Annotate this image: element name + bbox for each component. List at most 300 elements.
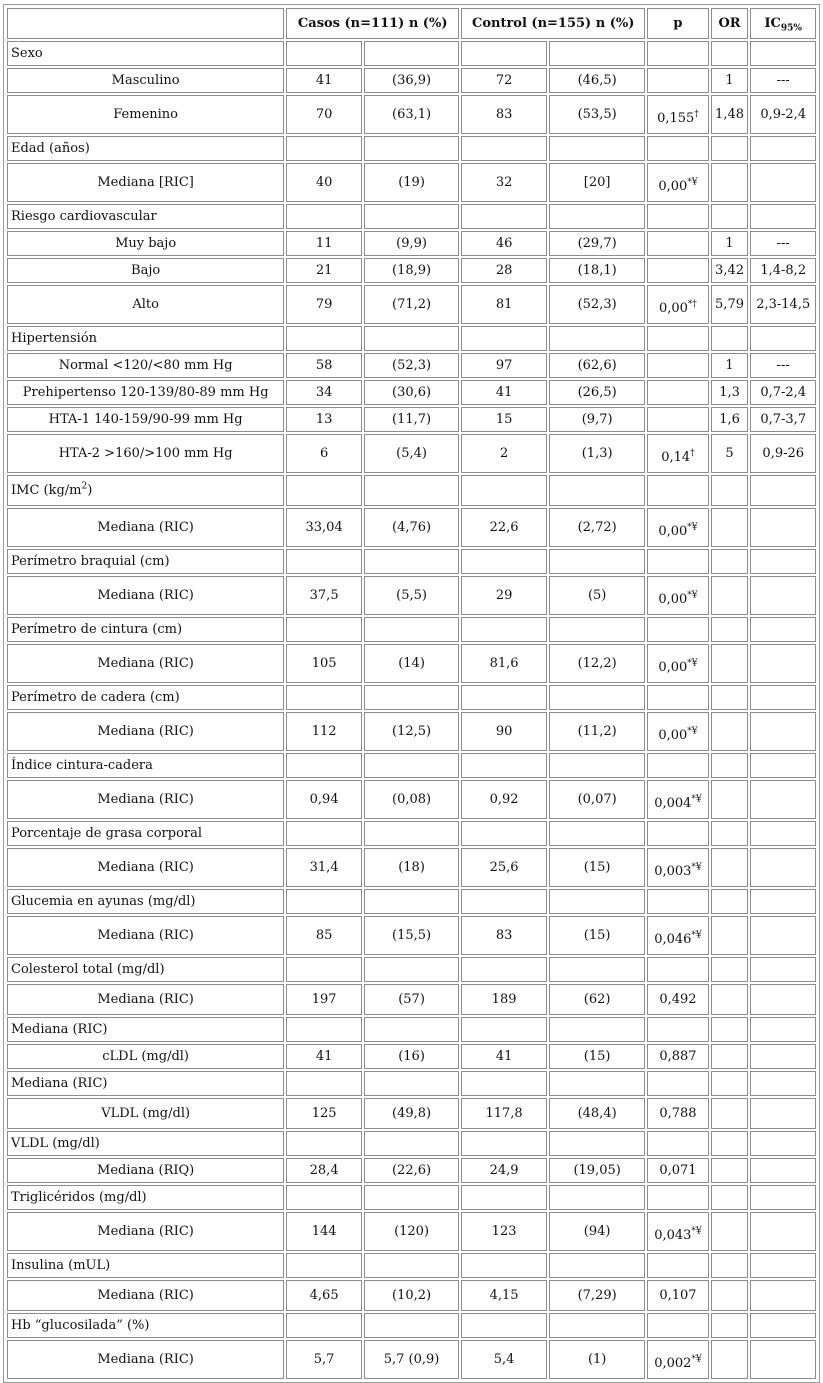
empty-cell <box>461 136 547 161</box>
p-value <box>647 984 708 1015</box>
empty-cell <box>364 1071 459 1096</box>
empty-cell <box>750 753 816 778</box>
category-row <box>7 204 816 229</box>
casos-pct: (18,9) <box>364 258 459 283</box>
category-label <box>7 821 284 846</box>
empty-cell <box>286 1131 362 1156</box>
empty-cell <box>461 1253 547 1278</box>
p-value-marker: *¥ <box>691 794 702 805</box>
row-label: HTA-2 >160/>100 mm Hg <box>7 434 284 473</box>
header-ic-base: IC <box>764 16 781 31</box>
empty-cell <box>647 821 708 846</box>
empty-cell <box>750 617 816 642</box>
p-value-text: 0,107 <box>659 1288 697 1303</box>
category-text: Riesgo cardiovascular <box>11 209 157 224</box>
empty-cell <box>750 1017 816 1042</box>
category-label <box>7 549 284 574</box>
control-pct: (9,7) <box>549 407 645 432</box>
casos-n: 11 <box>286 231 362 256</box>
empty-cell <box>711 326 749 351</box>
control-pct: (11,2) <box>549 712 645 751</box>
empty-cell <box>647 475 708 506</box>
category-text: Perímetro de cadera (cm) <box>11 690 180 705</box>
category-row <box>7 1313 816 1338</box>
p-value-text: 0,887 <box>659 1049 697 1064</box>
table-row <box>7 353 816 378</box>
empty-cell <box>647 1131 708 1156</box>
empty-cell <box>286 1185 362 1210</box>
control-n: 90 <box>461 712 547 751</box>
empty-cell <box>549 326 645 351</box>
table-row <box>7 1212 816 1251</box>
empty-cell <box>549 821 645 846</box>
confidence-interval: --- <box>750 353 816 378</box>
empty-cell <box>750 41 816 66</box>
empty-cell <box>549 1253 645 1278</box>
category-text: Glucemia en ayunas (mg/dl) <box>11 894 196 909</box>
category-row <box>7 617 816 642</box>
empty-cell <box>750 889 816 914</box>
odds-ratio <box>711 508 749 547</box>
confidence-interval: --- <box>750 68 816 93</box>
control-n: 97 <box>461 353 547 378</box>
table-row <box>7 285 816 324</box>
confidence-interval <box>750 984 816 1015</box>
category-label <box>7 889 284 914</box>
empty-cell <box>711 1017 749 1042</box>
category-text: Triglicéridos (mg/dl) <box>11 1190 147 1205</box>
p-value <box>647 1044 708 1069</box>
category-label <box>7 204 284 229</box>
category-row <box>7 685 816 710</box>
empty-cell <box>364 41 459 66</box>
header-blank <box>7 8 284 39</box>
category-text: Hipertensión <box>11 331 98 346</box>
confidence-interval: 2,3-14,5 <box>750 285 816 324</box>
casos-n: 40 <box>286 163 362 202</box>
control-pct: (0,07) <box>549 780 645 819</box>
empty-cell <box>711 1313 749 1338</box>
casos-pct: (15,5) <box>364 916 459 955</box>
p-value <box>647 1158 708 1183</box>
empty-cell <box>647 957 708 982</box>
control-n: 83 <box>461 95 547 134</box>
empty-cell <box>461 821 547 846</box>
odds-ratio <box>711 780 749 819</box>
empty-cell <box>364 475 459 506</box>
table-frame <box>3 4 820 1383</box>
category-text: VLDL (mg/dl) <box>11 1136 100 1151</box>
casos-pct: (14) <box>364 644 459 683</box>
empty-cell <box>461 204 547 229</box>
control-n: 24,9 <box>461 1158 547 1183</box>
casos-pct: (57) <box>364 984 459 1015</box>
p-value-marker: † <box>690 448 695 459</box>
p-value <box>647 1280 708 1311</box>
p-value <box>647 258 708 283</box>
row-label: Mediana (RIC) <box>7 1340 284 1379</box>
casos-pct: (71,2) <box>364 285 459 324</box>
empty-cell <box>750 1253 816 1278</box>
table-row <box>7 916 816 955</box>
empty-cell <box>286 685 362 710</box>
control-pct: (53,5) <box>549 95 645 134</box>
casos-n: 197 <box>286 984 362 1015</box>
empty-cell <box>750 821 816 846</box>
control-n: 2 <box>461 434 547 473</box>
odds-ratio: 1 <box>711 231 749 256</box>
empty-cell <box>750 326 816 351</box>
category-label <box>7 326 284 351</box>
control-pct: (46,5) <box>549 68 645 93</box>
p-value-marker: *¥ <box>687 726 698 737</box>
table-row <box>7 434 816 473</box>
control-n: 15 <box>461 407 547 432</box>
casos-n: 0,94 <box>286 780 362 819</box>
casos-pct: (19) <box>364 163 459 202</box>
casos-pct: (52,3) <box>364 353 459 378</box>
table-row <box>7 1044 816 1069</box>
empty-cell <box>461 41 547 66</box>
control-pct: (19,05) <box>549 1158 645 1183</box>
empty-cell <box>711 1131 749 1156</box>
confidence-interval <box>750 916 816 955</box>
casos-n: 34 <box>286 380 362 405</box>
casos-pct: (0,08) <box>364 780 459 819</box>
control-n: 25,6 <box>461 848 547 887</box>
empty-cell <box>364 685 459 710</box>
odds-ratio <box>711 984 749 1015</box>
odds-ratio <box>711 163 749 202</box>
casos-pct: (10,2) <box>364 1280 459 1311</box>
empty-cell <box>711 136 749 161</box>
empty-cell <box>286 1071 362 1096</box>
empty-cell <box>647 41 708 66</box>
control-pct: (1,3) <box>549 434 645 473</box>
p-value-text: 0,00 <box>658 660 688 675</box>
casos-pct: (9,9) <box>364 231 459 256</box>
empty-cell <box>364 1131 459 1156</box>
category-label <box>7 957 284 982</box>
table-row <box>7 508 816 547</box>
p-value <box>647 1212 708 1251</box>
row-label: Prehipertenso 120-139/80-89 mm Hg <box>7 380 284 405</box>
p-value <box>647 712 708 751</box>
header-or: OR <box>711 8 749 39</box>
casos-pct: (5,4) <box>364 434 459 473</box>
odds-ratio: 1 <box>711 353 749 378</box>
empty-cell <box>549 957 645 982</box>
empty-cell <box>549 136 645 161</box>
empty-cell <box>364 549 459 574</box>
category-label <box>7 1253 284 1278</box>
table-row <box>7 576 816 615</box>
empty-cell <box>364 821 459 846</box>
casos-n: 5,7 <box>286 1340 362 1379</box>
control-n: 41 <box>461 1044 547 1069</box>
p-value <box>647 68 708 93</box>
category-superscript: 2 <box>81 481 88 492</box>
p-value-text: 0,00 <box>658 301 688 316</box>
confidence-interval <box>750 1098 816 1129</box>
category-label <box>7 475 284 506</box>
p-value-text: 0,043 <box>654 1228 692 1243</box>
casos-n: 144 <box>286 1212 362 1251</box>
category-text: Perímetro de cintura (cm) <box>11 622 183 637</box>
empty-cell <box>750 475 816 506</box>
p-value-marker: *¥ <box>691 1226 702 1237</box>
casos-n: 125 <box>286 1098 362 1129</box>
row-label: Bajo <box>7 258 284 283</box>
control-n: 4,15 <box>461 1280 547 1311</box>
category-label <box>7 1131 284 1156</box>
p-value-marker: *† <box>687 299 697 310</box>
empty-cell <box>711 204 749 229</box>
odds-ratio <box>711 916 749 955</box>
empty-cell <box>286 1313 362 1338</box>
casos-pct: (36,9) <box>364 68 459 93</box>
category-row <box>7 549 816 574</box>
empty-cell <box>461 957 547 982</box>
p-value-text: 0,788 <box>659 1106 697 1121</box>
control-pct: (52,3) <box>549 285 645 324</box>
empty-cell <box>286 1017 362 1042</box>
empty-cell <box>549 475 645 506</box>
confidence-interval <box>750 644 816 683</box>
control-n: 22,6 <box>461 508 547 547</box>
empty-cell <box>364 1017 459 1042</box>
casos-n: 31,4 <box>286 848 362 887</box>
casos-n: 58 <box>286 353 362 378</box>
p-value-text: 0,00 <box>658 179 688 194</box>
table-row <box>7 163 816 202</box>
category-row <box>7 1253 816 1278</box>
row-label: Mediana (RIC) <box>7 916 284 955</box>
row-label: Mediana (RIQ) <box>7 1158 284 1183</box>
category-text: Edad (años) <box>11 141 90 156</box>
p-value <box>647 380 708 405</box>
confidence-interval <box>750 508 816 547</box>
category-label <box>7 685 284 710</box>
control-n: 28 <box>461 258 547 283</box>
p-value <box>647 163 708 202</box>
empty-cell <box>461 1185 547 1210</box>
casos-n: 112 <box>286 712 362 751</box>
empty-cell <box>711 1071 749 1096</box>
control-pct: (94) <box>549 1212 645 1251</box>
category-text: Sexo <box>11 46 43 61</box>
empty-cell <box>286 549 362 574</box>
table-row <box>7 380 816 405</box>
empty-cell <box>286 1253 362 1278</box>
row-label: Femenino <box>7 95 284 134</box>
odds-ratio: 5 <box>711 434 749 473</box>
casos-pct: (16) <box>364 1044 459 1069</box>
casos-pct: (5,5) <box>364 576 459 615</box>
row-label: Mediana (RIC) <box>7 848 284 887</box>
category-label <box>7 1017 284 1042</box>
casos-n: 79 <box>286 285 362 324</box>
control-pct: (15) <box>549 1044 645 1069</box>
empty-cell <box>750 136 816 161</box>
p-value-marker: *¥ <box>691 1354 702 1365</box>
empty-cell <box>461 889 547 914</box>
control-n: 81,6 <box>461 644 547 683</box>
p-value <box>647 644 708 683</box>
confidence-interval: 0,7-2,4 <box>750 380 816 405</box>
empty-cell <box>647 685 708 710</box>
row-label: cLDL (mg/dl) <box>7 1044 284 1069</box>
casos-pct: (63,1) <box>364 95 459 134</box>
table-row <box>7 644 816 683</box>
empty-cell <box>711 753 749 778</box>
category-row <box>7 1185 816 1210</box>
empty-cell <box>647 136 708 161</box>
category-text: Insulina (mUL) <box>11 1258 111 1273</box>
odds-ratio <box>711 644 749 683</box>
control-pct: (1) <box>549 1340 645 1379</box>
odds-ratio <box>711 1212 749 1251</box>
row-label: Mediana (RIC) <box>7 780 284 819</box>
casos-n: 33,04 <box>286 508 362 547</box>
control-n: 72 <box>461 68 547 93</box>
confidence-interval: 1,4-8,2 <box>750 258 816 283</box>
empty-cell <box>647 326 708 351</box>
empty-cell <box>750 1185 816 1210</box>
table-row <box>7 848 816 887</box>
casos-pct: (22,6) <box>364 1158 459 1183</box>
empty-cell <box>286 957 362 982</box>
category-text: Hb “glucosilada” (%) <box>11 1318 150 1333</box>
p-value <box>647 231 708 256</box>
p-value <box>647 407 708 432</box>
confidence-interval <box>750 576 816 615</box>
odds-ratio <box>711 712 749 751</box>
confidence-interval <box>750 1212 816 1251</box>
empty-cell <box>461 1017 547 1042</box>
empty-cell <box>461 753 547 778</box>
row-label: Mediana (RIC) <box>7 576 284 615</box>
confidence-interval <box>750 1044 816 1069</box>
odds-ratio <box>711 1280 749 1311</box>
row-label: Alto <box>7 285 284 324</box>
p-value <box>647 576 708 615</box>
confidence-interval <box>750 163 816 202</box>
empty-cell <box>364 136 459 161</box>
control-pct: [20] <box>549 163 645 202</box>
table-row <box>7 95 816 134</box>
control-n: 123 <box>461 1212 547 1251</box>
category-row <box>7 957 816 982</box>
p-value-text: 0,046 <box>654 932 692 947</box>
odds-ratio <box>711 1044 749 1069</box>
control-n: 46 <box>461 231 547 256</box>
empty-cell <box>549 617 645 642</box>
category-text: Colesterol total (mg/dl) <box>11 962 165 977</box>
confidence-interval <box>750 780 816 819</box>
casos-n: 4,65 <box>286 1280 362 1311</box>
category-label <box>7 753 284 778</box>
category-row <box>7 1131 816 1156</box>
row-label: Mediana (RIC) <box>7 644 284 683</box>
table-row <box>7 780 816 819</box>
empty-cell <box>647 1313 708 1338</box>
confidence-interval: 0,9-26 <box>750 434 816 473</box>
p-value <box>647 508 708 547</box>
confidence-interval <box>750 712 816 751</box>
empty-cell <box>549 1313 645 1338</box>
p-value <box>647 916 708 955</box>
empty-cell <box>647 889 708 914</box>
p-value-marker: *¥ <box>687 658 698 669</box>
empty-cell <box>286 41 362 66</box>
empty-cell <box>647 1017 708 1042</box>
row-label: Mediana (RIC) <box>7 1280 284 1311</box>
p-value-marker: † <box>694 109 699 120</box>
empty-cell <box>711 617 749 642</box>
empty-cell <box>364 753 459 778</box>
empty-cell <box>286 753 362 778</box>
category-row <box>7 326 816 351</box>
p-value-text: 0,002 <box>654 1356 692 1371</box>
row-label: Mediana (RIC) <box>7 984 284 1015</box>
table-row <box>7 984 816 1015</box>
table-row <box>7 1280 816 1311</box>
casos-n: 21 <box>286 258 362 283</box>
p-value-text: 0,00 <box>658 524 688 539</box>
casos-n: 41 <box>286 1044 362 1069</box>
casos-n: 70 <box>286 95 362 134</box>
confidence-interval <box>750 1158 816 1183</box>
p-value-marker: *¥ <box>687 177 698 188</box>
table-row <box>7 1158 816 1183</box>
control-pct: (7,29) <box>549 1280 645 1311</box>
empty-cell <box>364 204 459 229</box>
category-row <box>7 1071 816 1096</box>
control-pct: (62) <box>549 984 645 1015</box>
odds-ratio: 1,6 <box>711 407 749 432</box>
control-pct: (29,7) <box>549 231 645 256</box>
category-text: Mediana (RIC) <box>11 1076 108 1091</box>
category-text: Perímetro braquial (cm) <box>11 554 170 569</box>
table-row <box>7 712 816 751</box>
empty-cell <box>549 1071 645 1096</box>
row-label: Masculino <box>7 68 284 93</box>
control-n: 41 <box>461 380 547 405</box>
empty-cell <box>286 136 362 161</box>
empty-cell <box>286 475 362 506</box>
empty-cell <box>711 821 749 846</box>
p-value-marker: *¥ <box>687 522 698 533</box>
empty-cell <box>647 549 708 574</box>
confidence-interval <box>750 848 816 887</box>
empty-cell <box>461 326 547 351</box>
odds-ratio: 1,48 <box>711 95 749 134</box>
empty-cell <box>647 753 708 778</box>
empty-cell <box>549 204 645 229</box>
empty-cell <box>286 821 362 846</box>
empty-cell <box>461 549 547 574</box>
p-value <box>647 285 708 324</box>
odds-ratio <box>711 1340 749 1379</box>
p-value <box>647 780 708 819</box>
control-pct: (15) <box>549 848 645 887</box>
data-table <box>5 6 818 1381</box>
control-pct: (12,2) <box>549 644 645 683</box>
control-n: 81 <box>461 285 547 324</box>
casos-pct: (12,5) <box>364 712 459 751</box>
empty-cell <box>750 1071 816 1096</box>
